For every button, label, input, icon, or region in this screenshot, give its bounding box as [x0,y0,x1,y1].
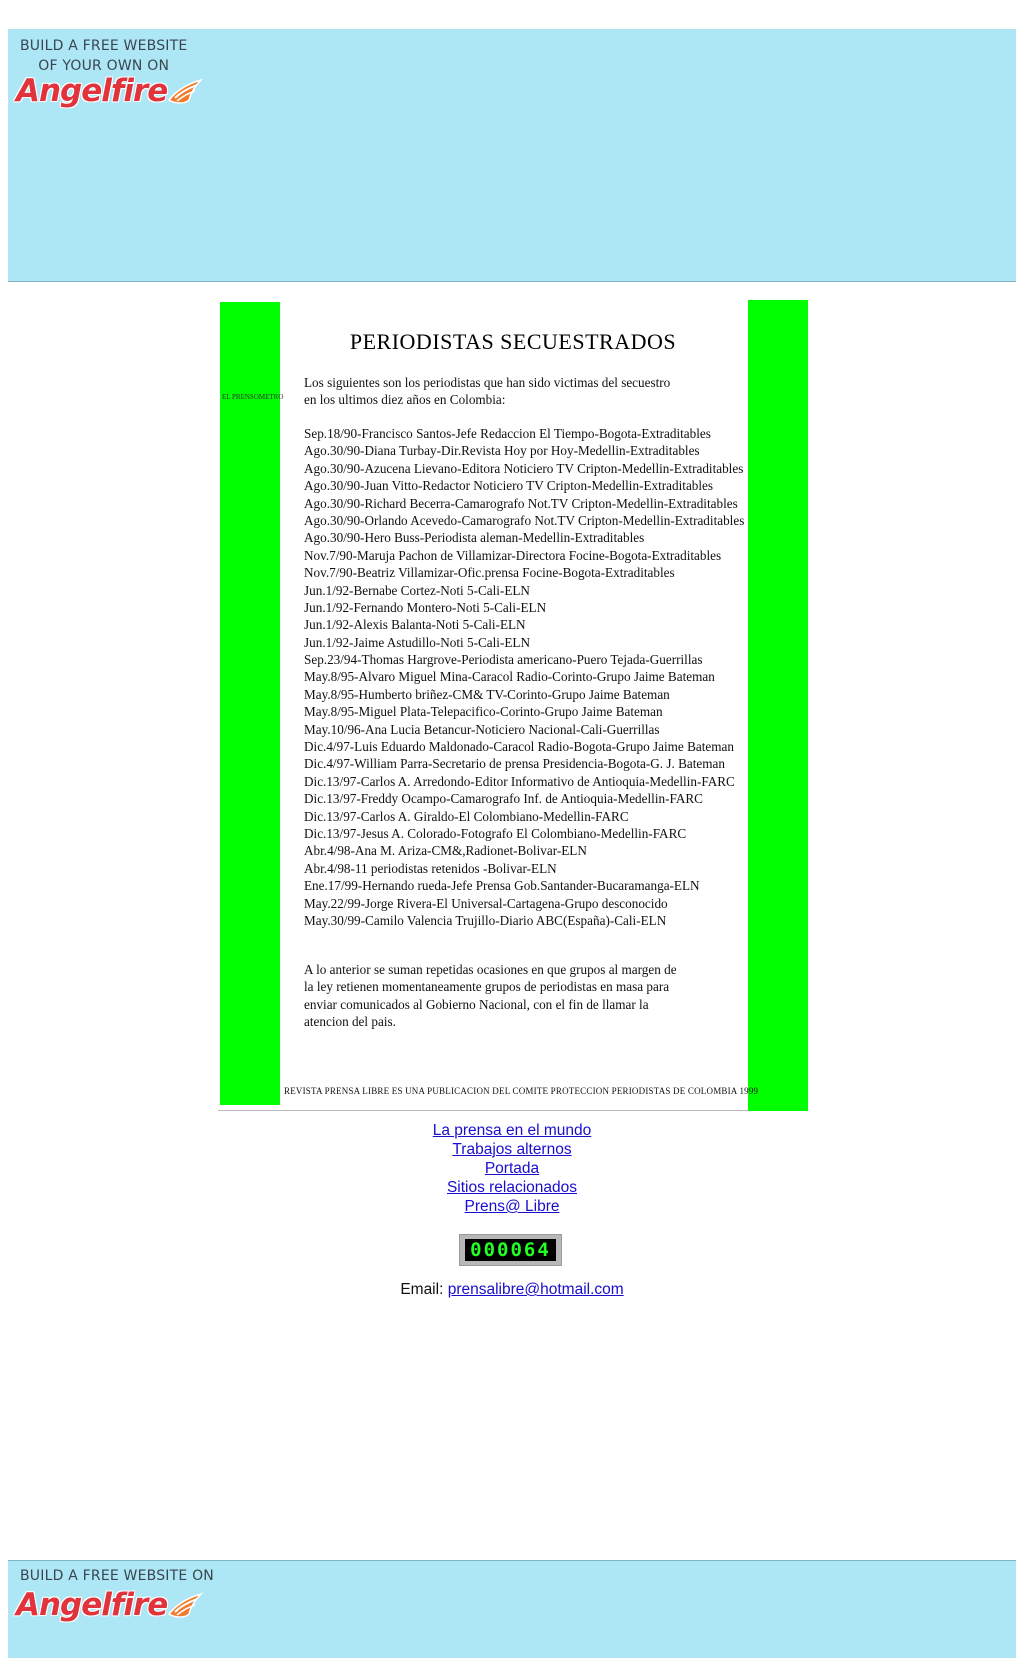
journalist-entry: Abr.4/98-Ana M. Ariza-CM&,Radionet-Bolivar-ELN [304,843,587,859]
intro-line: Los siguientes son los periodistas que han sido victimas del secuestro [304,375,671,390]
journalist-entry: Dic.4/97-Luis Eduardo Maldonado-Caracol Radio-Bogota-Grupo Jaime Bateman [304,739,734,755]
bottom-ad-banner [8,1560,1016,1658]
promo-line-2[interactable]: OF YOUR OWN ON [38,58,170,74]
contact-email [0,1281,1024,1299]
email-link[interactable]: prensalibre@hotmail.com [447,1281,624,1298]
side-label: EL PRENSOMETRO [222,393,284,401]
journalist-entry: Ago.30/90-Azucena Lievano-Editora Noticiero TV Cripton-Medellin-Extraditables [304,460,744,476]
journalist-entry: May.8/95-Miguel Plata-Telepacifico-Corinto-Grupo Jaime Bateman [304,704,663,720]
journalist-entry: Dic.13/97-Carlos A. Giraldo-El Colombiano-Medellin-FARC [304,808,629,824]
hit-counter-value: 000064 [465,1239,556,1261]
publication-footer: REVISTA PRENSA LIBRE ES UNA PUBLICACION DEL COMITE PROTECCION PERIODISTAS DE COLOMBIA 1999 [284,1086,759,1096]
journalist-entry: Abr.4/98-11 periodistas retenidos -Bolivar-ELN [304,860,557,876]
intro-paragraph [304,374,670,409]
journalist-entry: Nov.7/90-Maruja Pachon de Villamizar-Directora Focine-Bogota-Extraditables [304,547,722,563]
journalist-entry: Ago.30/90-Hero Buss-Periodista aleman-Medellin-Extraditables [304,530,645,546]
document-title: PERIODISTAS SECUESTRADOS [349,329,677,354]
journalist-entry: Sep.18/90-Francisco Santos-Jefe Redaccion El Tiempo-Bogota-Extraditables [304,426,711,441]
journalist-entry: May.8/95-Alvaro Miguel Mina-Caracol Radio-Corinto-Grupo Jaime Bateman [304,669,715,685]
comet-icon [167,76,205,106]
kidnapped-journalists-list [304,425,744,929]
journalist-entry: Ago.30/90-Orlando Acevedo-Camarografo Not.TV Cripton-Medellin-Extraditables [304,512,745,528]
promo-text[interactable] [20,36,187,76]
intro-line: en los ultimos diez años en Colombia: [304,392,506,408]
journalist-entry: May.30/99-Camilo Valencia Trujillo-Diario ABC(España)-Cali-ELN [304,912,667,928]
closing-line: A lo anterior se suman repetidas ocasiones en que grupos al margen de [304,962,677,977]
link-prensa-en-el-mundo[interactable]: La prensa en el mundo [432,1122,592,1139]
green-border-left [220,302,280,1105]
top-ad-banner [8,29,1016,282]
journalist-entry: Sep.23/94-Thomas Hargrove-Periodista americano-Puero Tejada-Guerrillas [304,652,703,668]
journalist-entry: Ene.17/99-Hernando rueda-Jefe Prensa Gob.Santander-Bucaramanga-ELN [304,878,700,894]
link-prensa-libre[interactable]: Prens@ Libre [464,1198,560,1215]
journalist-entry: Dic.13/97-Jesus A. Colorado-Fotografo El Colombiano-Medellin-FARC [304,825,687,841]
journalist-entry: Ago.30/90-Juan Vitto-Redactor Noticiero TV Cripton-Medellin-Extraditables [304,478,714,494]
angelfire-logo-text[interactable]: Angelfire [16,1587,168,1623]
closing-line: atencion del pais. [304,1014,396,1030]
journalist-entry: Jun.1/92-Bernabe Cortez-Noti 5-Cali-ELN [304,582,530,598]
closing-line: enviar comunicados al Gobierno Nacional, con el fin de llamar la [304,996,649,1012]
scanned-document-image [218,299,808,1112]
journalist-entry: Ago.30/90-Richard Becerra-Camarografo Not.TV Cripton-Medellin-Extraditables [304,495,738,511]
link-trabajos-alternos[interactable]: Trabajos alternos [452,1141,572,1158]
journalist-entry: Ago.30/90-Diana Turbay-Dir.Revista Hoy por Hoy-Medellin-Extraditables [304,443,700,459]
journalist-entry: May.8/95-Humberto briñez-CM& TV-Corinto-Grupo Jaime Bateman [304,686,670,702]
link-sitios-relacionados[interactable]: Sitios relacionados [446,1179,578,1196]
comet-icon [167,1590,205,1620]
green-border-right [748,300,808,1111]
journalist-entry: Jun.1/92-Jaime Astudillo-Noti 5-Cali-ELN [304,634,530,650]
closing-paragraph [304,961,677,1031]
angelfire-logo[interactable] [16,73,205,109]
journalist-entry: May.22/99-Jorge Rivera-El Universal-Cartagena-Grupo desconocido [304,895,668,911]
angelfire-logo-bottom[interactable] [16,1587,205,1623]
link-portada[interactable]: Portada [484,1160,540,1177]
site-navigation [0,1121,1024,1216]
journalist-entry: Dic.13/97-Freddy Ocampo-Camarografo Inf. de Antioquia-Medellin-FARC [304,791,703,807]
journalist-entry: May.10/96-Ana Lucia Betancur-Noticiero Nacional-Cali-Guerrillas [304,721,660,737]
journalist-entry: Jun.1/92-Alexis Balanta-Noti 5-Cali-ELN [304,617,526,633]
promo-line-1[interactable]: BUILD A FREE WEBSITE [20,38,188,54]
email-label: Email: [400,1281,444,1298]
scan-bottom-rule [218,1110,748,1111]
promo-text-bottom[interactable]: BUILD A FREE WEBSITE ON [20,1568,214,1584]
journalist-entry: Dic.13/97-Carlos A. Arredondo-Editor Informativo de Antioquia-Medellin-FARC [304,773,735,789]
journalist-entry: Dic.4/97-William Parra-Secretario de prensa Presidencia-Bogota-G. J. Bateman [304,756,725,772]
closing-line: la ley retienen momentaneamente grupos de periodistas en masa para [304,979,670,995]
journalist-entry: Jun.1/92-Fernando Montero-Noti 5-Cali-ELN [304,599,547,615]
hit-counter [459,1234,562,1266]
angelfire-logo-text[interactable]: Angelfire [16,73,168,109]
journalist-entry: Nov.7/90-Beatriz Villamizar-Ofic.prensa Focine-Bogota-Extraditables [304,565,675,581]
